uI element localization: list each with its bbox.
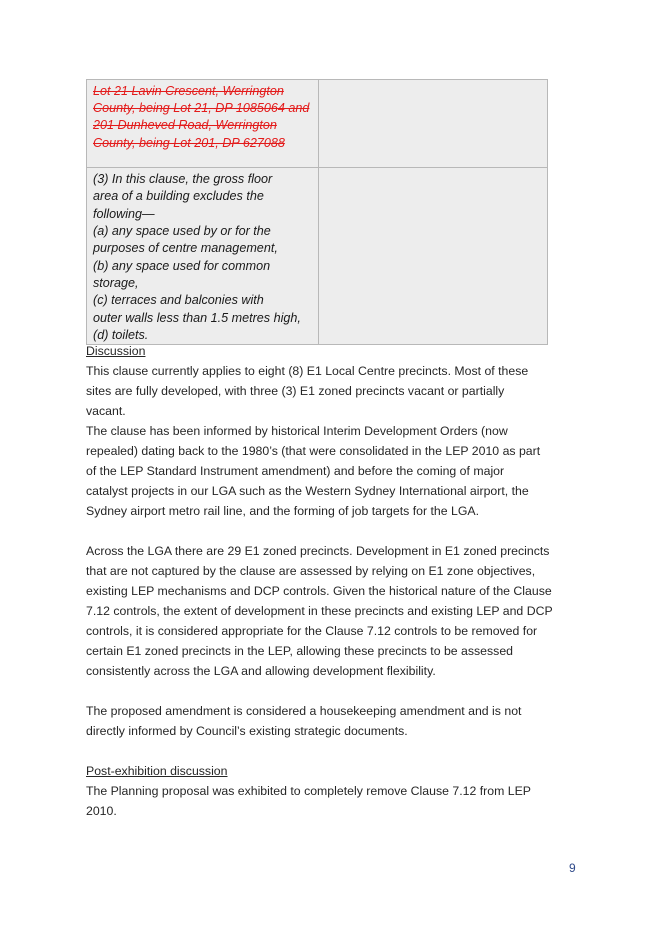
paragraph-line: sites are fully developed, with three (3) E1 zoned precincts vacant or partially (86, 384, 505, 398)
page-number: 9 (569, 861, 576, 875)
paragraph-line: The clause has been informed by historical Interim Development Orders (now (86, 424, 508, 438)
table-cell-clause-text (87, 168, 319, 345)
struck-line: County, being Lot 21, DP 1085064 and (93, 101, 310, 116)
paragraph-line: 2010. (86, 804, 117, 818)
paragraph-line: Across the LGA there are 29 E1 zoned precincts. Development in E1 zoned precincts (86, 544, 550, 558)
paragraph-line: controls, it is considered appropriate for the Clause 7.12 controls to be removed for (86, 624, 538, 638)
clause-line: (d) toilets. (93, 328, 149, 343)
clause-line: (a) any space used by or for the (93, 224, 271, 239)
paragraph-line: of the LEP Standard Instrument amendment) and before the coming of major (86, 464, 505, 478)
table-cell-empty (319, 80, 548, 168)
paragraph-line: Sydney airport metro rail line, and the forming of job targets for the LGA. (86, 504, 480, 518)
discussion-paragraph (86, 701, 576, 741)
paragraph-line: The Planning proposal was exhibited to completely remove Clause 7.12 from LEP (86, 784, 531, 798)
discussion-section (86, 341, 576, 521)
clause-line: (c) terraces and balconies with (93, 293, 264, 308)
discussion-paragraph (86, 541, 576, 681)
paragraph-line: repealed) dating back to the 1980’s (that were consolidated in the LEP 2010 as part (86, 444, 541, 458)
paragraph-line: directly informed by Council’s existing strategic documents. (86, 724, 408, 738)
clause-line: following— (93, 206, 155, 221)
clause-line: outer walls less than 1.5 metres high, (93, 310, 301, 325)
paragraph-line: This clause currently applies to eight (8) E1 Local Centre precincts. Most of these (86, 364, 529, 378)
clause-line: (3) In this clause, the gross floor (93, 172, 273, 186)
clause-line: (b) any space used for common (93, 258, 271, 273)
paragraph-line: The proposed amendment is considered a housekeeping amendment and is not (86, 704, 522, 718)
post-exhibition-section (86, 761, 576, 821)
struck-line: 201 Dunheved Road, Werrington (93, 118, 277, 133)
paragraph-line: catalyst projects in our LGA such as the Western Sydney International airport, the (86, 484, 529, 498)
paragraph-line: 7.12 controls, the extent of development in these precincts and existing LEP and DCP (86, 604, 553, 618)
clause-line: area of a building excludes the (93, 189, 264, 204)
struck-line: Lot 21 Lavin Crescent, Werrington (93, 84, 284, 98)
discussion-heading: Discussion (86, 344, 146, 358)
paragraph-line: existing LEP mechanisms and DCP controls. Given the historical nature of the Clause (86, 584, 552, 598)
paragraph-line: certain E1 zoned precincts in the LEP, allowing these precincts to be assessed (86, 644, 513, 658)
paragraph-line: vacant. (86, 404, 126, 418)
table-cell-empty (319, 168, 548, 345)
table-row (87, 80, 548, 168)
post-exhibition-heading: Post-exhibition discussion (86, 764, 228, 778)
paragraph-line: consistently across the LGA and allowing development flexibility. (86, 664, 436, 678)
struck-line: County, being Lot 201, DP 627088 (93, 135, 285, 150)
clause-table (86, 79, 548, 345)
table-row (87, 168, 548, 345)
paragraph-line: that are not captured by the clause are assessed by relying on E1 zone objectives, (86, 564, 536, 578)
table-cell-struck-text (87, 80, 319, 168)
clause-line: purposes of centre management, (93, 241, 278, 256)
clause-line: storage, (93, 276, 139, 291)
